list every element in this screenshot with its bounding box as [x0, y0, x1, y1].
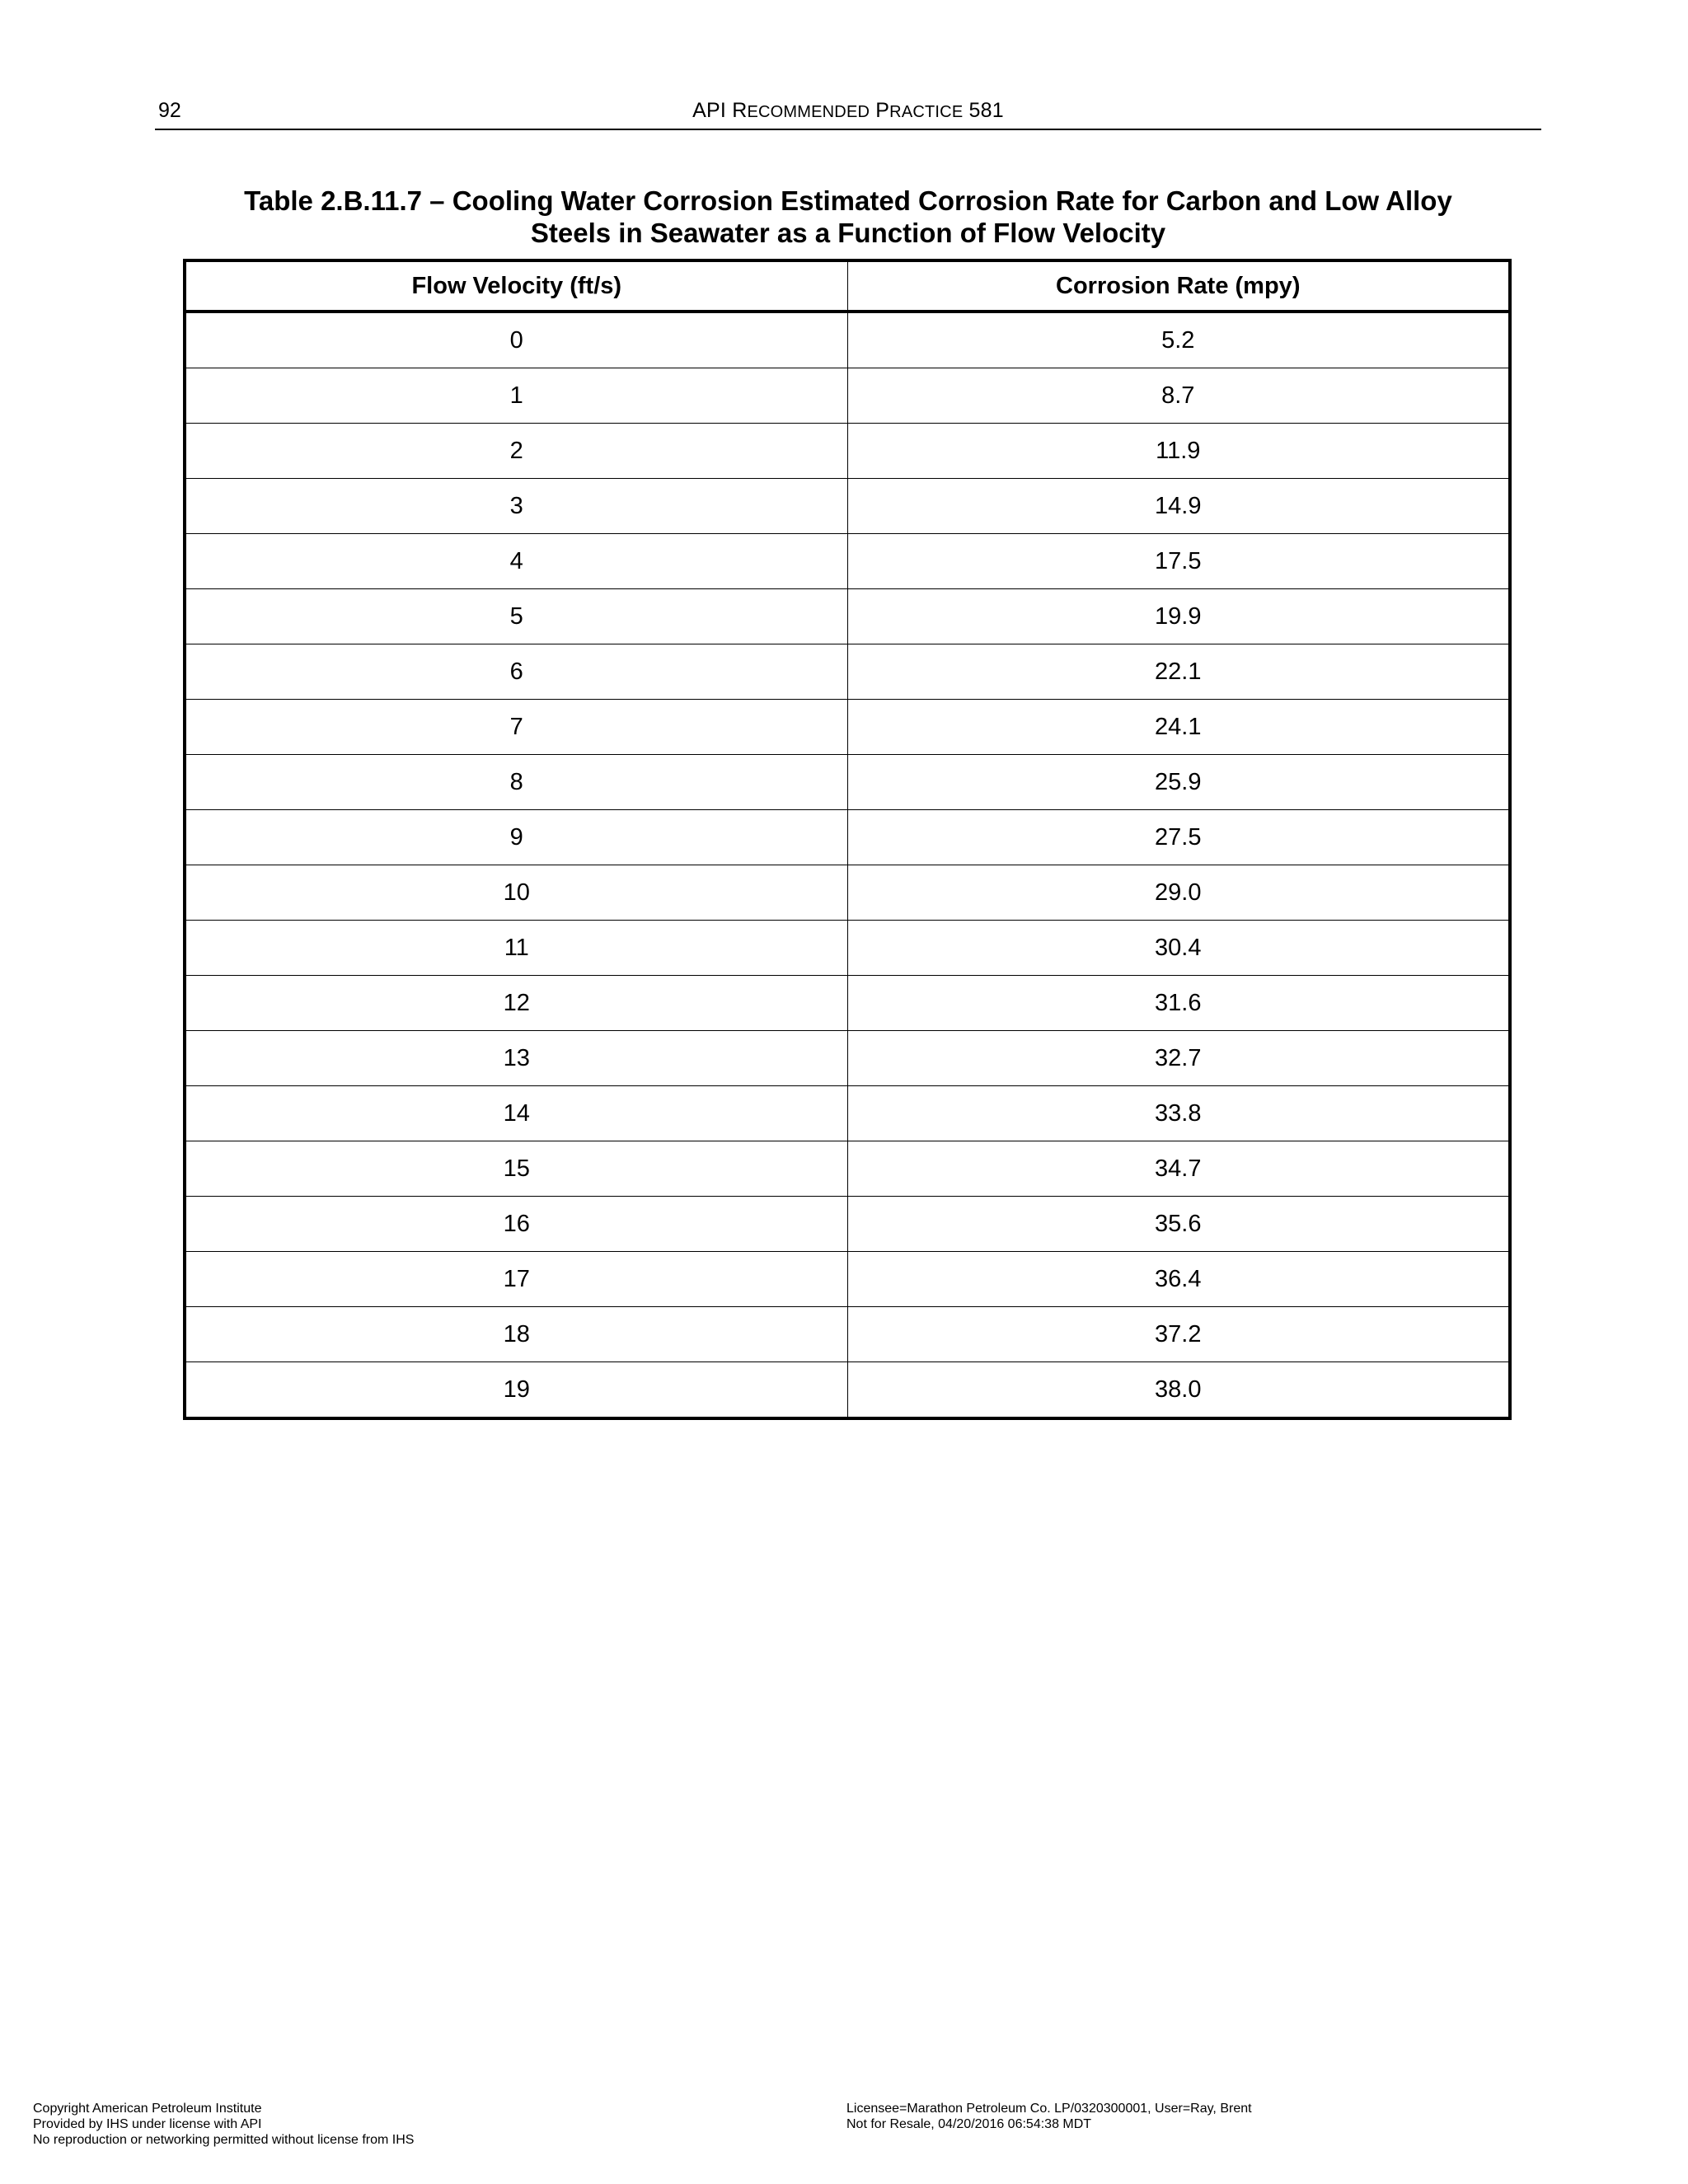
- table-row: [185, 1252, 1510, 1307]
- corrosion-rate-cell: 24.1: [847, 700, 1510, 755]
- page-header: [155, 96, 1541, 130]
- footer-copyright: [33, 2101, 414, 2148]
- corrosion-rate-cell: 8.7: [847, 368, 1510, 424]
- flow-velocity-cell: 19: [185, 1362, 847, 1419]
- table-title-line-1: Table 2.B.11.7 – Cooling Water Corrosion Estimated Corrosion Rate for Carbon and Low Alloy: [244, 185, 1452, 216]
- corrosion-rate-cell: 14.9: [847, 479, 1510, 534]
- table-row: [185, 424, 1510, 479]
- flow-velocity-cell: 15: [185, 1141, 847, 1197]
- table-row: [185, 865, 1510, 921]
- table-row: [185, 534, 1510, 589]
- flow-velocity-cell: 12: [185, 976, 847, 1031]
- table-title-line-2: Steels in Seawater as a Function of Flow Velocity: [530, 218, 1166, 248]
- flow-velocity-cell: 4: [185, 534, 847, 589]
- flow-velocity-cell: 16: [185, 1197, 847, 1252]
- table-row: [185, 1362, 1510, 1419]
- column-header-flow-velocity: Flow Velocity (ft/s): [185, 260, 847, 312]
- corrosion-rate-cell: 33.8: [847, 1086, 1510, 1141]
- table-body: [185, 312, 1510, 1418]
- corrosion-rate-cell: 17.5: [847, 534, 1510, 589]
- footer-right-line: Licensee=Marathon Petroleum Co. LP/0320300001, User=Ray, Brent: [846, 2102, 1252, 2116]
- footer-left-line: No reproduction or networking permitted without license from IHS: [33, 2133, 415, 2147]
- corrosion-rate-cell: 36.4: [847, 1252, 1510, 1307]
- column-header-corrosion-rate: Corrosion Rate (mpy): [847, 260, 1510, 312]
- corrosion-rate-cell: 19.9: [847, 589, 1510, 644]
- corrosion-rate-cell: 25.9: [847, 755, 1510, 810]
- flow-velocity-cell: 14: [185, 1086, 847, 1141]
- corrosion-rate-table: [183, 259, 1512, 1420]
- flow-velocity-cell: 1: [185, 368, 847, 424]
- footer-right-line: Not for Resale, 04/20/2016 06:54:38 MDT: [846, 2117, 1092, 2131]
- corrosion-rate-cell: 38.0: [847, 1362, 1510, 1419]
- table-row: [185, 479, 1510, 534]
- table-row: [185, 1086, 1510, 1141]
- table-row: [185, 1031, 1510, 1086]
- running-head-mid: P: [870, 99, 890, 122]
- table-row: [185, 810, 1510, 865]
- corrosion-rate-cell: 34.7: [847, 1141, 1510, 1197]
- table-row: [185, 976, 1510, 1031]
- table-row: [185, 312, 1510, 368]
- corrosion-rate-cell: 31.6: [847, 976, 1510, 1031]
- flow-velocity-cell: 10: [185, 865, 847, 921]
- running-head: [155, 99, 1541, 123]
- corrosion-rate-cell: 27.5: [847, 810, 1510, 865]
- flow-velocity-cell: 13: [185, 1031, 847, 1086]
- table-row: [185, 1307, 1510, 1362]
- flow-velocity-cell: 6: [185, 644, 847, 700]
- flow-velocity-cell: 11: [185, 921, 847, 976]
- footer-left-line: Copyright American Petroleum Institute: [33, 2102, 262, 2116]
- table-header-row: [185, 260, 1510, 312]
- table-row: [185, 921, 1510, 976]
- corrosion-rate-cell: 37.2: [847, 1307, 1510, 1362]
- corrosion-rate-cell: 29.0: [847, 865, 1510, 921]
- flow-velocity-cell: 7: [185, 700, 847, 755]
- page-number: 92: [158, 99, 181, 122]
- flow-velocity-cell: 2: [185, 424, 847, 479]
- running-head-small-1: ECOMMENDED: [747, 103, 870, 121]
- corrosion-rate-cell: 5.2: [847, 312, 1510, 368]
- corrosion-rate-cell: 30.4: [847, 921, 1510, 976]
- flow-velocity-cell: 8: [185, 755, 847, 810]
- corrosion-rate-cell: 35.6: [847, 1197, 1510, 1252]
- corrosion-rate-cell: 11.9: [847, 424, 1510, 479]
- table-title: [183, 185, 1513, 249]
- running-head-small-2: RACTICE: [889, 103, 964, 121]
- flow-velocity-cell: 18: [185, 1307, 847, 1362]
- footer-licensee: [846, 2101, 1252, 2132]
- table-row: [185, 755, 1510, 810]
- footer-left-line: Provided by IHS under license with API: [33, 2117, 262, 2131]
- flow-velocity-cell: 9: [185, 810, 847, 865]
- running-head-suffix: 581: [963, 99, 1004, 122]
- running-head-prefix: API R: [692, 99, 748, 122]
- table-row: [185, 368, 1510, 424]
- table-row: [185, 1197, 1510, 1252]
- corrosion-rate-cell: 32.7: [847, 1031, 1510, 1086]
- flow-velocity-cell: 5: [185, 589, 847, 644]
- corrosion-rate-cell: 22.1: [847, 644, 1510, 700]
- table-row: [185, 700, 1510, 755]
- flow-velocity-cell: 0: [185, 312, 847, 368]
- flow-velocity-cell: 17: [185, 1252, 847, 1307]
- table-row: [185, 589, 1510, 644]
- table-row: [185, 1141, 1510, 1197]
- table-row: [185, 644, 1510, 700]
- flow-velocity-cell: 3: [185, 479, 847, 534]
